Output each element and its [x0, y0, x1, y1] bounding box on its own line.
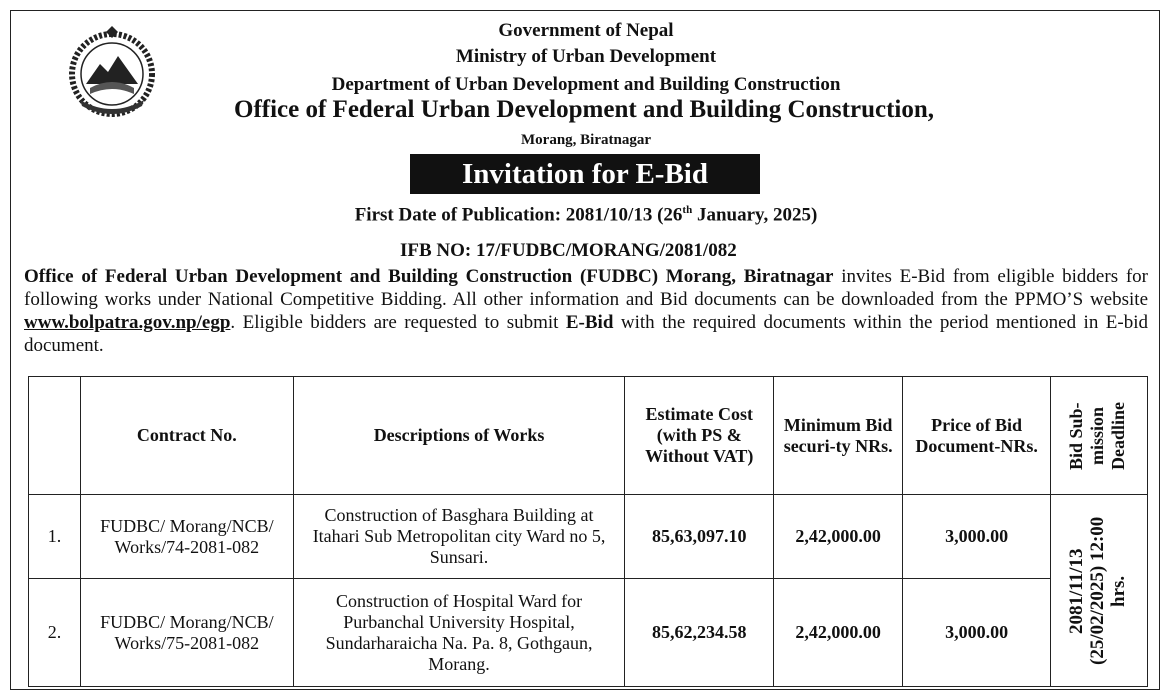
department-heading: Department of Urban Development and Building Construction — [331, 74, 841, 95]
row-estimate: 85,63,097.10 — [625, 495, 774, 579]
contract-header: Contract No. — [80, 377, 293, 495]
ppmo-website-link[interactable]: www.bolpatra.gov.np/egp — [24, 312, 231, 333]
row-sn: 2. — [29, 579, 81, 687]
estimate-header: Estimate Cost (with PS & Without VAT) — [625, 377, 774, 495]
invitation-banner: Invitation for E-Bid — [410, 154, 760, 194]
row-price: 3,000.00 — [903, 579, 1051, 687]
table-row — [29, 495, 1148, 579]
row-sn: 1. — [29, 495, 81, 579]
row-estimate: 85,62,234.58 — [625, 579, 774, 687]
row-security: 2,42,000.00 — [774, 495, 903, 579]
table-header-row — [29, 377, 1148, 495]
deadline-value: 2081/11/13 (25/02/2025) 12:00 hrs. — [1066, 516, 1130, 665]
row-description: Construction of Hospital Ward for Purbanchal University Hospital, Sundarharaicha Na. Pa. 8, Gothgaun, Morang. — [293, 579, 625, 687]
description-header: Descriptions of Works — [293, 377, 625, 495]
government-heading: Government of Nepal — [498, 20, 674, 41]
table-row — [29, 579, 1148, 687]
ministry-heading: Ministry of Urban Development — [455, 46, 717, 67]
security-header: Minimum Bid securi-ty NRs. — [774, 377, 903, 495]
row-contract: FUDBC/ Morang/NCB/ Works/74-2081-082 — [80, 495, 293, 579]
intro-paragraph: Office of Federal Urban Development and Building Construction (FUDBC) Morang, Biratnagar invites E-Bid from eligible bidders for following works under National Competitive Bidding. All other information and Bid documents can be downloaded from the PPMO’S website www.bolpatra.gov.np/egp. Eligible bidders are requested to submit E-Bid with the required documents within the period mentioned in E-bid document. — [24, 266, 1148, 356]
deadline-cell — [1051, 495, 1148, 687]
price-header: Price of Bid Document-NRs. — [903, 377, 1051, 495]
row-description: Construction of Basghara Building at Itahari Sub Metropolitan city Ward no 5, Sunsari. — [293, 495, 625, 579]
deadline-header: Bid Sub-mission Deadline — [1051, 377, 1148, 495]
office-heading: Office of Federal Urban Development and Building Construction, — [234, 96, 934, 123]
location-heading: Morang, Biratnagar — [521, 132, 651, 148]
sn-header — [29, 377, 81, 495]
ifb-number: IFB NO: 17/FUDBC/MORANG/2081/082 — [400, 240, 737, 261]
works-table — [28, 376, 1148, 687]
publication-date: First Date of Publication: 2081/10/13 (26th January, 2025) — [354, 204, 818, 226]
row-security: 2,42,000.00 — [774, 579, 903, 687]
row-price: 3,000.00 — [903, 495, 1051, 579]
row-contract: FUDBC/ Morang/NCB/ Works/75-2081-082 — [80, 579, 293, 687]
